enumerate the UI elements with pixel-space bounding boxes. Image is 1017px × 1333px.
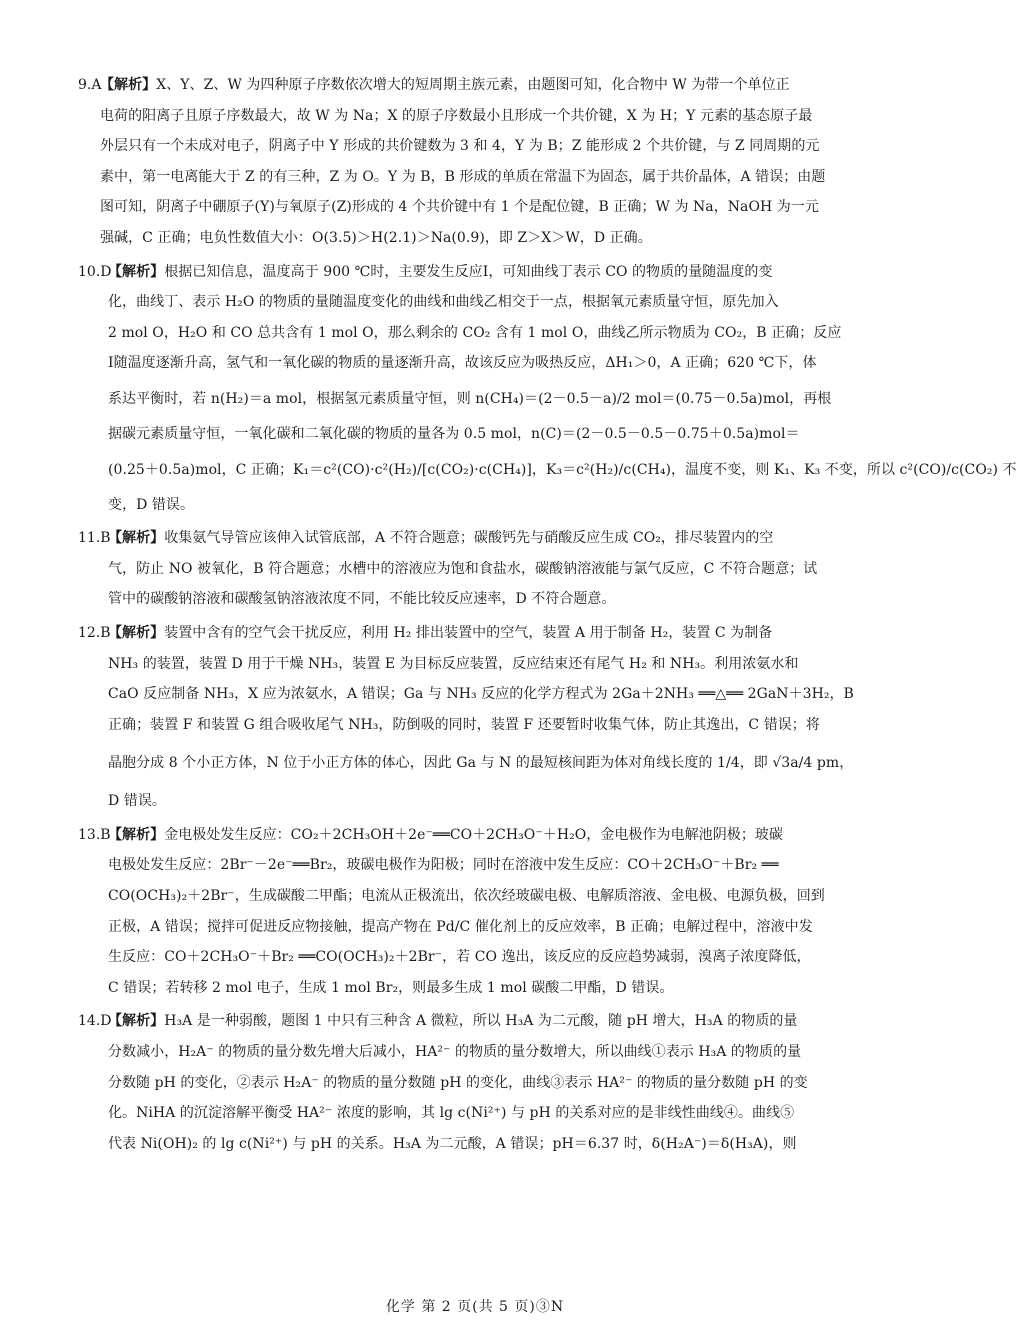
answer-9: [78, 70, 878, 254]
answer-line: 【解析】金电极处发生反应：CO₂＋2CH₃OH＋2e⁻══CO＋2CH₃O⁻＋H₂O，金电极作为电解池阴极；玻碳: [108, 826, 783, 843]
answer-line: 分数减小，H₂A⁻ 的物质的量分数先增大后减小，HA²⁻ 的物质的量分数增大，所以曲线①表示 H₃A 的物质的量: [108, 1044, 802, 1061]
answer-number: 12.B: [78, 624, 111, 641]
answer-line: 【解析】H₃A 是一种弱酸，题图 1 中只有三种含 A 微粒，所以 H₃A 为二元酸，随 pH 增大，H₃A 的物质的量: [108, 1013, 798, 1030]
answer-number: 10.D: [78, 263, 112, 280]
answer-line: (0.25＋0.5a)mol，C 正确；K₁＝c²(CO)·c²(H₂)/[c(CO₂)·c(CH₄)]，K₃＝c²(H₂)/c(CH₄)，温度不变，则 K₁、K₃ 不变，所以 c²(CO)/c(CO₂) 不: [108, 461, 1017, 478]
answer-10: [78, 257, 1017, 521]
answer-line: 正确；装置 F 和装置 G 组合吸收尾气 NH₃，防倒吸的同时，装置 F 还要暂时收集气体，防止其逸出，C 错误；将: [108, 716, 820, 733]
answer-line: 电荷的阳离子且原子序数最大，故 W 为 Na；X 的原子序数最小且形成一个共价键，X 为 H；Y 元素的基态原子最: [100, 107, 813, 124]
answer-line: 【解析】装置中含有的空气会干扰反应，利用 H₂ 排出装置中的空气，装置 A 用于制备 H₂，装置 C 为制备: [108, 624, 773, 641]
analysis-tag: 【解析】: [108, 530, 165, 547]
answer-line: 化，曲线丁、表示 H₂O 的物质的量随温度变化的曲线和曲线乙相交于一点，根据氧元素质量守恒，原先加入: [108, 294, 779, 311]
answer-line: 电极处发生反应：2Br⁻－2e⁻══Br₂，玻碳电极作为阳极；同时在溶液中发生反应：CO＋2CH₃O⁻＋Br₂ ══: [108, 857, 779, 874]
answer-line: 据碳元素质量守恒，一氧化碳和二氧化碳的物质的量各为 0.5 mol，n(C)＝(2－0.5－0.5－0.75＋0.5a)mol＝: [108, 425, 800, 442]
answer-12: [78, 618, 878, 817]
answer-13: [78, 820, 878, 1004]
answer-line: 代表 Ni(OH)₂ 的 lg c(Ni²⁺) 与 pH 的关系。H₃A 为二元酸，A 错误；pH＝6.37 时，δ(H₂A⁻)＝δ(H₃A)，则: [108, 1135, 797, 1152]
answer-number: 11.B: [78, 530, 111, 547]
analysis-tag: 【解析】: [108, 826, 165, 843]
answer-line: Ⅰ随温度逐渐升高，氢气和一氧化碳的物质的量逐渐升高，故该反应为吸热反应，ΔH₁＞0，A 正确；620 ℃下，体: [108, 355, 817, 372]
page-footer: 化学 第 2 页(共 5 页)③N: [385, 1299, 565, 1315]
answer-number: 14.D: [78, 1013, 112, 1030]
answer-line: 【解析】X、Y、Z、W 为四种原子序数依次增大的短周期主族元素，由题图可知，化合物中 W 为带一个单位正: [100, 77, 790, 93]
answer-11: [78, 523, 878, 615]
answer-line: 气，防止 NO 被氧化，B 符合题意；水槽中的溶液应为饱和食盐水，碳酸钠溶液能与氯气反应，C 不符合题意；试: [108, 560, 818, 577]
answer-line: 素中，第一电离能大于 Z 的有三种，Z 为 O。Y 为 B，B 形成的单质在常温下为固态，属于共价晶体，A 错误；由题: [100, 168, 826, 185]
answer-line: 分数随 pH 的变化，②表示 H₂A⁻ 的物质的量分数随 pH 的变化，曲线③表示 HA²⁻ 的物质的量分数随 pH 的变: [108, 1074, 808, 1091]
answer-line: 强碱，C 正确；电负性数值大小：O(3.5)＞H(2.1)＞Na(0.9)，即 Z＞X＞W，D 正确。: [100, 229, 652, 246]
answer-line: 图可知，阴离子中硼原子(Y)与氧原子(Z)形成的 4 个共价键中有 1 个是配位键，B 正确；W 为 Na，NaOH 为一元: [100, 199, 819, 216]
answer-line: D 错误。: [108, 793, 166, 810]
answer-number: 13.B: [78, 826, 111, 843]
answer-line: 变，D 错误。: [108, 496, 195, 513]
answer-line: C 错误；若转移 2 mol 电子，生成 1 mol Br₂，则最多生成 1 mol 碳酸二甲酯，D 错误。: [108, 979, 674, 996]
answer-line: NH₃ 的装置，装置 D 用于干燥 NH₃，装置 E 为目标反应装置，反应结束还有尾气 H₂ 和 NH₃。利用浓氨水和: [108, 655, 799, 672]
answer-content: [78, 70, 1017, 1162]
analysis-tag: 【解析】: [100, 77, 157, 93]
answer-line: CO(OCH₃)₂＋2Br⁻，生成碳酸二甲酯；电流从正极流出，依次经玻碳电极、电解质溶液、金电极、电源负极，回到: [108, 888, 825, 905]
analysis-tag: 【解析】: [108, 1013, 165, 1030]
answer-line: 2 mol O，H₂O 和 CO 总共含有 1 mol O，那么剩余的 CO₂ 含有 1 mol O，曲线乙所示物质为 CO₂，B 正确；反应: [108, 324, 842, 341]
analysis-tag: 【解析】: [108, 263, 165, 280]
answer-line: 【解析】收集氨气导管应该伸入试管底部，A 不符合题意；碳酸钙先与硝酸反应生成 CO₂，排尽装置内的空: [108, 530, 774, 547]
answer-line: 生反应：CO＋2CH₃O⁻＋Br₂ ══CO(OCH₃)₂＋2Br⁻，若 CO 逸出，该反应的反应趋势减弱，溴离子浓度降低，: [108, 949, 811, 966]
answer-line: 正极，A 错误；搅拌可促进反应物接触，提高产物在 Pd/C 催化剂上的反应效率，B 正确；电解过程中，溶液中发: [108, 918, 813, 935]
answer-line: 外层只有一个未成对电子，阴离子中 Y 形成的共价键数为 3 和 4，Y 为 B；Z 能形成 2 个共价键，与 Z 同周期的元: [100, 138, 820, 155]
answer-line: CaO 反应制备 NH₃，X 应为浓氨水，A 错误；Ga 与 NH₃ 反应的化学方程式为 2Ga＋2NH₃ ══△══ 2GaN＋3H₂，B: [108, 686, 854, 703]
answer-number: 9.A: [78, 77, 102, 93]
answer-line: 管中的碳酸钠溶液和碳酸氢钠溶液浓度不同，不能比较反应速率，D 不符合题意。: [108, 591, 616, 608]
answer-line: 化。NiHA 的沉淀溶解平衡受 HA²⁻ 浓度的影响，其 lg c(Ni²⁺) 与 pH 的关系对应的是非线性曲线④。曲线⑤: [108, 1105, 795, 1122]
answer-line: 晶胞分成 8 个小正方体，N 位于小正方体的体心，因此 Ga 与 N 的最短核间距为体对角线长度的 1/4，即 √3a/4 pm，: [108, 755, 854, 772]
answer-line: 【解析】根据已知信息，温度高于 900 ℃时，主要发生反应Ⅰ，可知曲线丁表示 CO 的物质的量随温度的变: [108, 263, 773, 280]
analysis-tag: 【解析】: [108, 624, 165, 641]
answer-line: 系达平衡时，若 n(H₂)＝a mol，根据氢元素质量守恒，则 n(CH₄)＝(2－0.5－a)/2 mol＝(0.75－0.5a)mol，再根: [108, 390, 832, 407]
answer-14: [78, 1006, 878, 1159]
